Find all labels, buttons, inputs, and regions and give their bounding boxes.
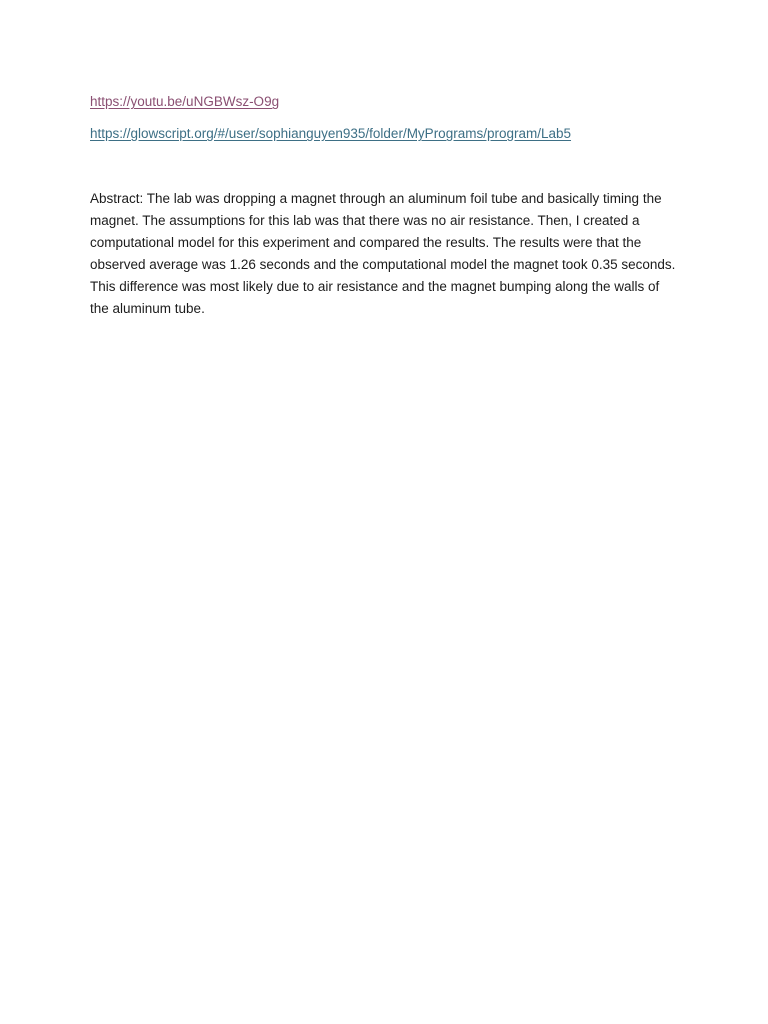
youtube-link[interactable]: https://youtu.be/uNGBWsz-O9g <box>90 94 280 109</box>
abstract-paragraph: Abstract: The lab was dropping a magnet through an aluminum foil tube and basically timing the magnet. The assumptions for this lab was that there was no air resistance. Then, I created a computational model for this experiment and compared the results. The results were that the observed average was 1.26 seconds and the computational model the magnet took 0.35 seconds. This difference was most likely due to air resistance and the magnet bumping along the walls of the aluminum tube. <box>90 191 676 316</box>
glowscript-link[interactable]: https://glowscript.org/#/user/sophianguyen935/folder/MyPrograms/program/Lab5 <box>90 126 572 141</box>
document-body <box>90 92 680 334</box>
